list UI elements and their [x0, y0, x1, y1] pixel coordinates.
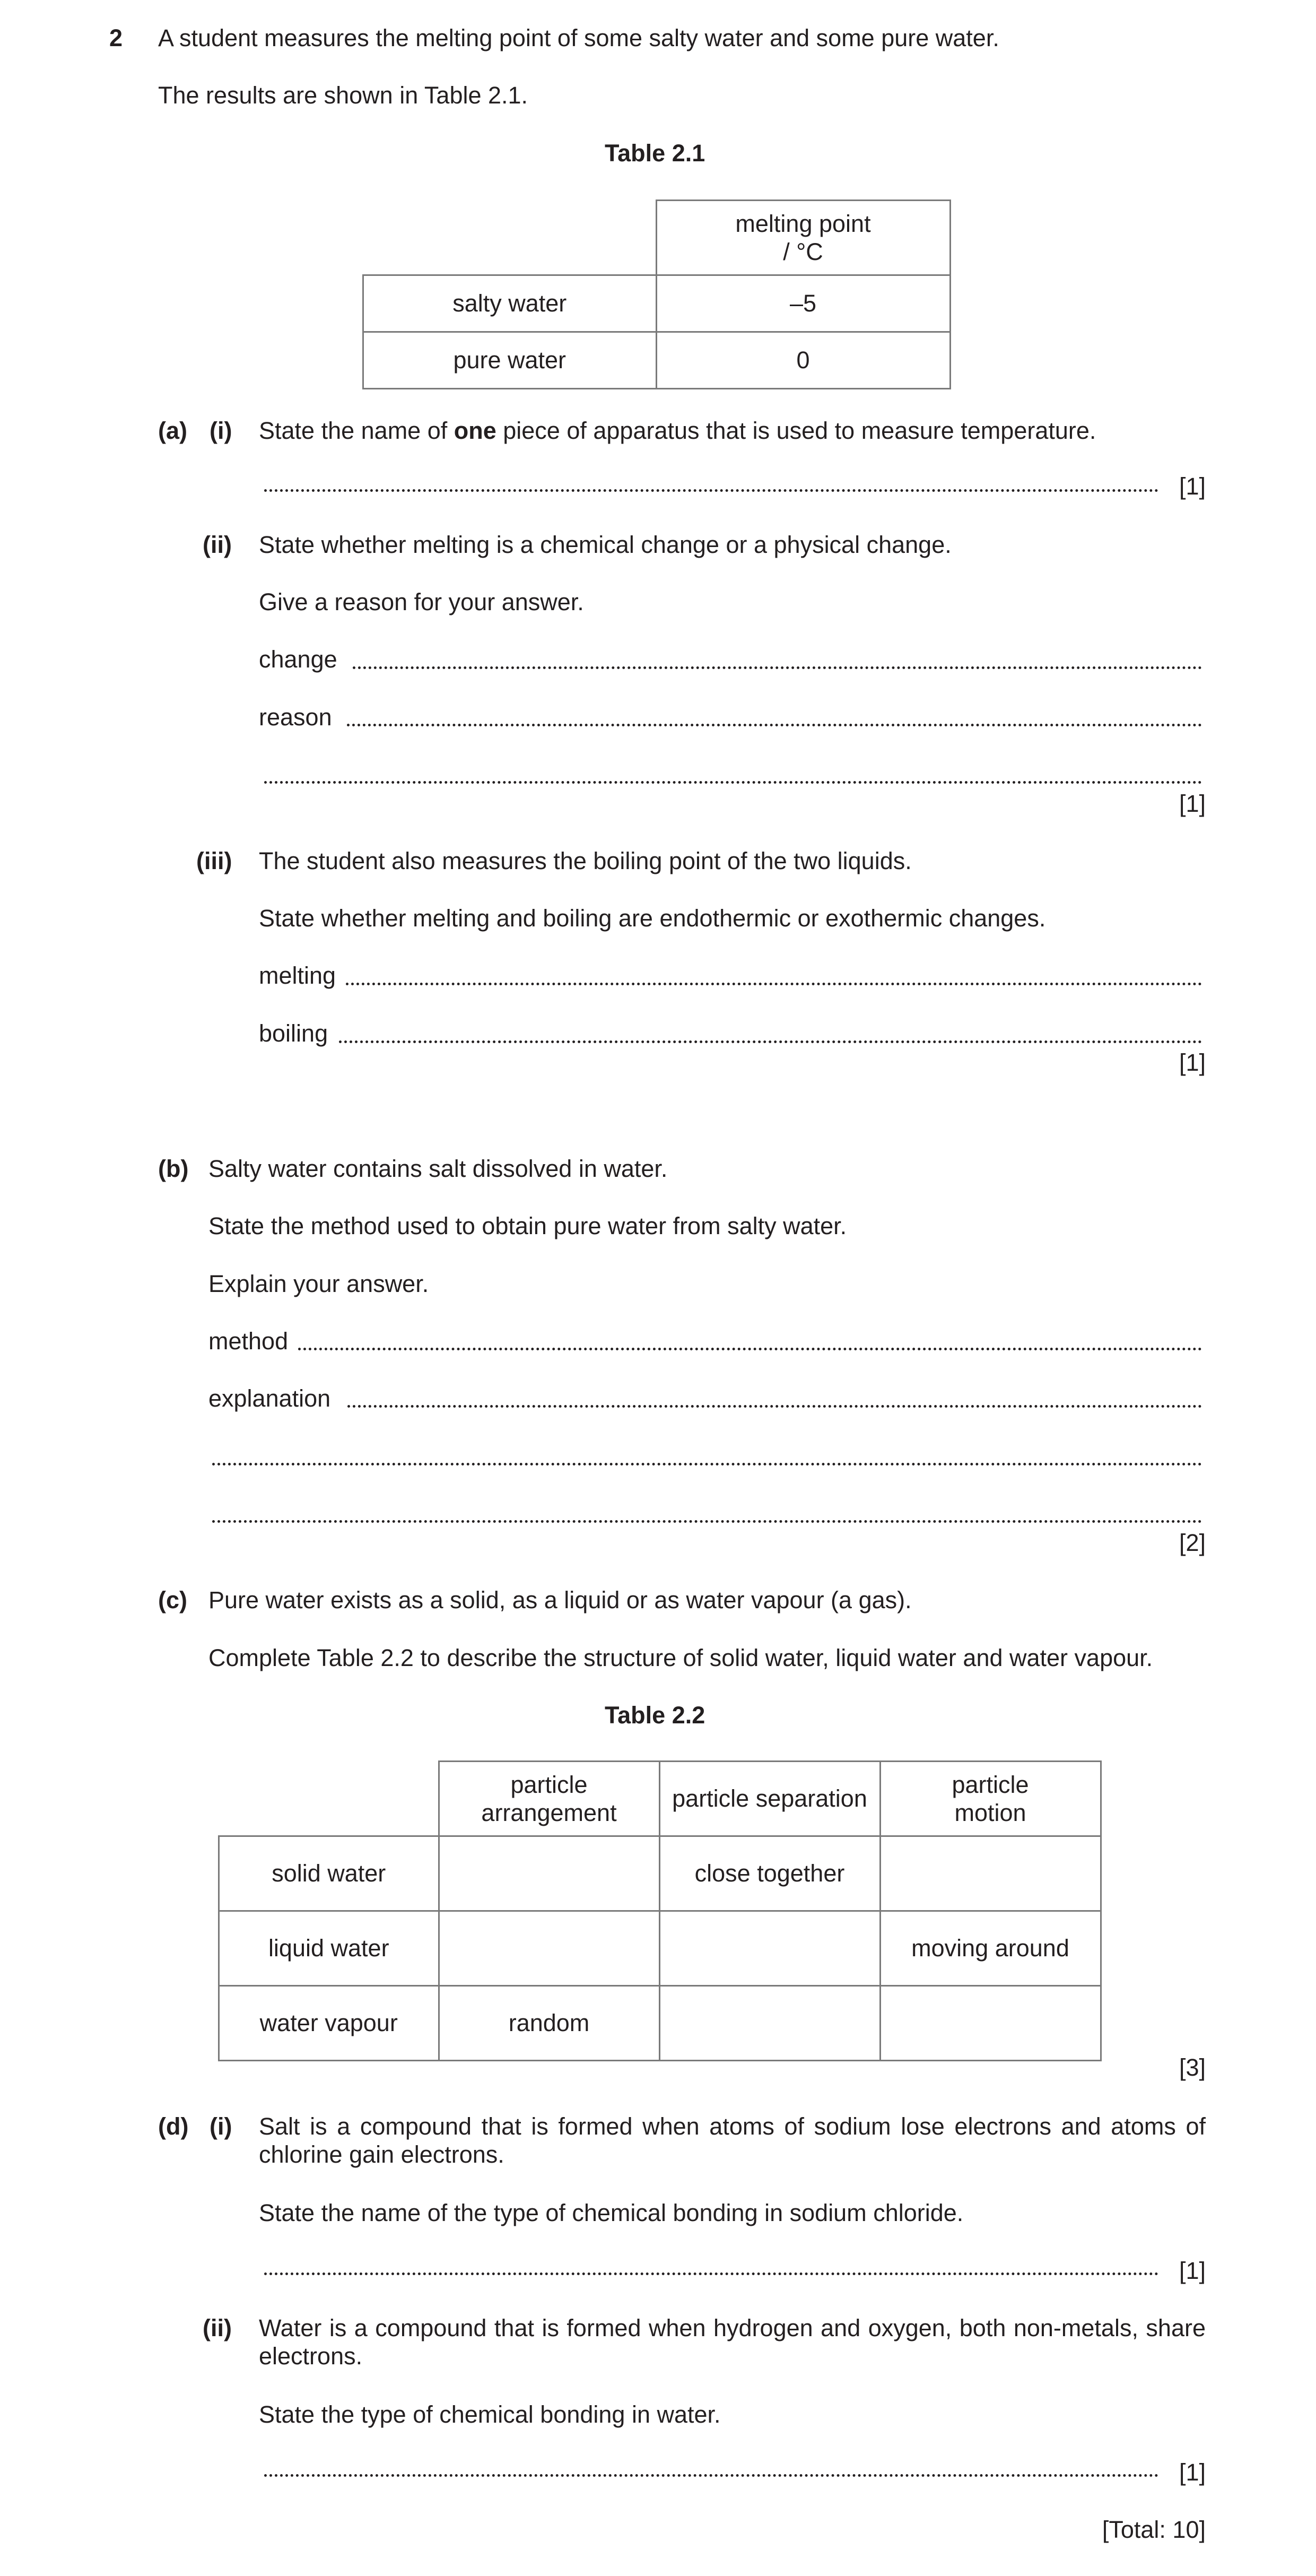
mark-allocation: [3] [1179, 2054, 1206, 2081]
part-d-ii-question: Water is a compound that is formed when hydrogen and oxygen, both non-metals, share electrons. [259, 2314, 1206, 2370]
mark-allocation: [1] [1179, 473, 1206, 500]
part-d-ii-label: (ii) [203, 2314, 232, 2341]
answer-line[interactable] [264, 2474, 1158, 2477]
part-d-i-instruction: State the name of the type of chemical bonding in sodium chloride. [259, 2199, 964, 2226]
part-a-ii-instruction: Give a reason for your answer. [259, 588, 584, 615]
header-particle-separation: particle separation [659, 1762, 880, 1836]
melting-answer-line[interactable] [346, 983, 1202, 985]
melting-label: melting [259, 962, 336, 989]
reason-label: reason [259, 704, 332, 731]
row-label-solid-water: solid water [219, 1836, 439, 1911]
part-a-ii-label: (ii) [203, 531, 232, 558]
answer-cell[interactable] [880, 1836, 1101, 1911]
answer-cell[interactable] [439, 1911, 659, 1986]
part-b-line-2: State the method used to obtain pure water from salty water. [208, 1212, 847, 1239]
part-d-ii-instruction: State the type of chemical bonding in water. [259, 2401, 721, 2428]
boiling-answer-line[interactable] [339, 1040, 1202, 1043]
header-particle-motion: particle motion [880, 1762, 1101, 1836]
boiling-label: boiling [259, 1020, 328, 1047]
total-marks: [Total: 10] [1102, 2516, 1206, 2543]
part-d-label: (d) [158, 2113, 189, 2140]
part-a-iii-label: (iii) [196, 847, 232, 874]
row-label-water-vapour: water vapour [219, 1986, 439, 2061]
mark-allocation: [1] [1179, 1049, 1206, 1076]
part-a-i-label: (i) [210, 417, 232, 444]
explanation-answer-line-3[interactable] [212, 1520, 1202, 1523]
table-cell: random [439, 1986, 659, 2061]
table1-row-label: pure water [363, 332, 657, 389]
explanation-answer-line[interactable] [347, 1405, 1202, 1408]
part-b-line-1: Salty water contains salt dissolved in water. [208, 1155, 668, 1182]
change-label: change [259, 646, 337, 673]
table1-header: melting point / °C [656, 201, 950, 275]
mark-allocation: [2] [1179, 1529, 1206, 1556]
table-cell: moving around [880, 1911, 1101, 1986]
part-d-i-label: (i) [210, 2113, 232, 2140]
answer-line[interactable] [264, 2273, 1158, 2275]
question-number: 2 [109, 24, 123, 51]
answer-cell[interactable] [880, 1986, 1101, 2061]
row-label-liquid-water: liquid water [219, 1911, 439, 1986]
table1-cell: –5 [656, 275, 950, 332]
part-c-label: (c) [158, 1586, 187, 1614]
part-c-line-2: Complete Table 2.2 to describe the structure of solid water, liquid water and water vapour. [208, 1644, 1153, 1671]
part-b-label: (b) [158, 1155, 189, 1182]
melting-point-table [362, 200, 951, 389]
mark-allocation: [1] [1179, 2459, 1206, 2486]
method-answer-line[interactable] [298, 1348, 1202, 1350]
header-particle-arrangement: particle arrangement [439, 1762, 659, 1836]
table1-cell: 0 [656, 332, 950, 389]
part-b-line-3: Explain your answer. [208, 1270, 429, 1297]
table-cell: close together [659, 1836, 880, 1911]
mark-allocation: [1] [1179, 790, 1206, 817]
mark-allocation: [1] [1179, 2257, 1206, 2284]
table-2-2-title: Table 2.2 [605, 1702, 705, 1729]
explanation-answer-line-2[interactable] [212, 1463, 1202, 1465]
change-answer-line[interactable] [353, 666, 1202, 669]
answer-line[interactable] [264, 489, 1158, 492]
method-label: method [208, 1328, 289, 1355]
part-d-i-question: Salt is a compound that is formed when atoms of sodium lose electrons and atoms of chlorine gain electrons. [259, 2113, 1206, 2169]
reason-answer-line[interactable] [347, 724, 1202, 726]
table-2-1-title: Table 2.1 [605, 140, 705, 167]
part-c-line-1: Pure water exists as a solid, as a liquid or as water vapour (a gas). [208, 1586, 912, 1614]
reason-answer-line-2[interactable] [264, 781, 1202, 784]
part-a-iii-instruction: State whether melting and boiling are endothermic or exothermic changes. [259, 905, 1046, 932]
part-a-iii-question: The student also measures the boiling point of the two liquids. [259, 847, 912, 874]
answer-cell[interactable] [659, 1986, 880, 2061]
part-a-i-question: State the name of one piece of apparatus that is used to measure temperature. [259, 417, 1096, 444]
intro-line-2: The results are shown in Table 2.1. [158, 82, 528, 109]
answer-cell[interactable] [659, 1911, 880, 1986]
intro-line-1: A student measures the melting point of some salty water and some pure water. [158, 24, 999, 51]
answer-cell[interactable] [439, 1836, 659, 1911]
states-of-water-table [218, 1760, 1102, 2061]
part-a-label: (a) [158, 417, 187, 444]
table1-row-label: salty water [363, 275, 657, 332]
explanation-label: explanation [208, 1385, 331, 1412]
part-a-ii-question: State whether melting is a chemical change or a physical change. [259, 531, 952, 558]
